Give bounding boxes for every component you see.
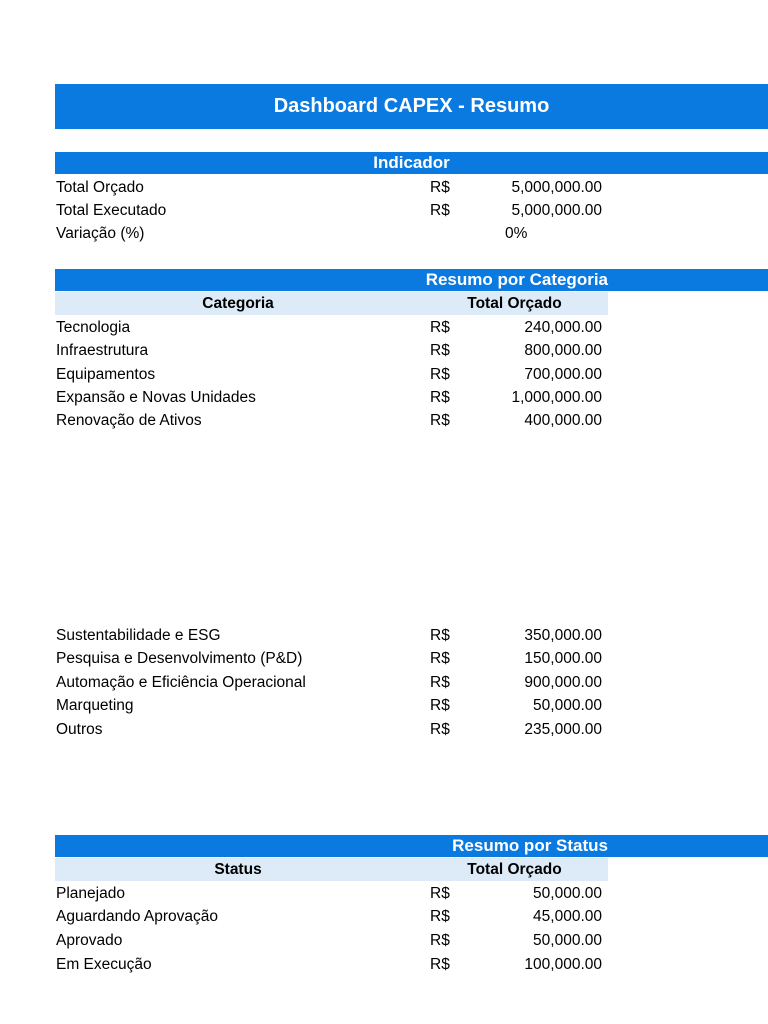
row-currency: R$ [430,202,450,219]
row-currency: R$ [430,389,450,406]
status-row [55,905,608,928]
row-value: 5,000,000.00 [511,179,602,196]
column-header-categoria: Categoria [202,295,274,312]
dashboard-title: Dashboard CAPEX - Resumo [55,84,768,129]
status-header-label: Resumo por Status [452,836,608,855]
row-label: Expansão e Novas Unidades [56,389,256,406]
row-label: Em Execução [56,956,152,973]
row-value: 5,000,000.00 [511,202,602,219]
status-header [55,835,768,857]
row-label: Total Executado [56,202,167,219]
categoria-row [55,363,608,386]
indicador-header [55,152,768,174]
row-currency: R$ [430,885,450,902]
row-label: Outros [56,721,103,738]
row-value: 700,000.00 [524,366,602,383]
column-header-status: Status [214,861,262,878]
row-currency: R$ [430,342,450,359]
indicador-row-variacao [55,222,608,245]
row-value: 800,000.00 [524,342,602,359]
categoria-header-label: Resumo por Categoria [425,270,608,289]
row-currency: R$ [430,674,450,691]
categoria-row [55,647,608,670]
categoria-row [55,671,608,694]
categoria-header [55,269,768,291]
row-label: Aprovado [56,932,123,949]
categoria-row [55,624,608,647]
row-value: 100,000.00 [524,956,602,973]
row-currency: R$ [430,650,450,667]
row-label: Pesquisa e Desenvolvimento (P&D) [56,650,303,667]
categoria-row [55,339,608,362]
row-value: 235,000.00 [524,721,602,738]
row-label: Sustentabilidade e ESG [56,627,221,644]
indicador-row-total-orcado [55,176,608,199]
categoria-row [55,718,608,741]
status-row [55,929,608,952]
categoria-column-headers [55,292,608,315]
row-label: Aguardando Aprovação [56,908,219,925]
row-currency: R$ [430,721,450,738]
status-column-headers [55,858,608,881]
row-currency: R$ [430,956,450,973]
row-currency: R$ [430,697,450,714]
row-label: Renovação de Ativos [56,412,202,429]
row-value: 50,000.00 [533,885,602,902]
row-value: 150,000.00 [524,650,602,667]
row-value: 900,000.00 [524,674,602,691]
row-value: 0% [505,225,528,242]
categoria-row [55,694,608,717]
status-row [55,882,608,905]
indicador-row-total-executado [55,199,608,222]
row-value: 45,000.00 [533,908,602,925]
indicador-header-label: Indicador [373,153,450,172]
row-currency: R$ [430,908,450,925]
row-label: Equipamentos [56,366,156,383]
categoria-row [55,316,608,339]
row-value: 1,000,000.00 [511,389,602,406]
column-header-total-orcado: Total Orçado [467,295,562,312]
row-label: Total Orçado [56,179,144,196]
row-value: 50,000.00 [533,697,602,714]
row-currency: R$ [430,179,450,196]
row-label: Automação e Eficiência Operacional [56,674,306,691]
row-currency: R$ [430,932,450,949]
row-value: 50,000.00 [533,932,602,949]
row-value: 400,000.00 [524,412,602,429]
status-row [55,953,608,976]
row-label: Tecnologia [56,319,131,336]
row-currency: R$ [430,627,450,644]
categoria-row [55,386,608,409]
row-label: Variação (%) [56,225,145,242]
row-value: 240,000.00 [524,319,602,336]
row-value: 350,000.00 [524,627,602,644]
row-currency: R$ [430,366,450,383]
row-currency: R$ [430,412,450,429]
row-label: Marqueting [56,697,134,714]
categoria-row [55,409,608,432]
row-currency: R$ [430,319,450,336]
row-label: Infraestrutura [56,342,149,359]
column-header-total-orcado: Total Orçado [467,861,562,878]
row-label: Planejado [56,885,125,902]
